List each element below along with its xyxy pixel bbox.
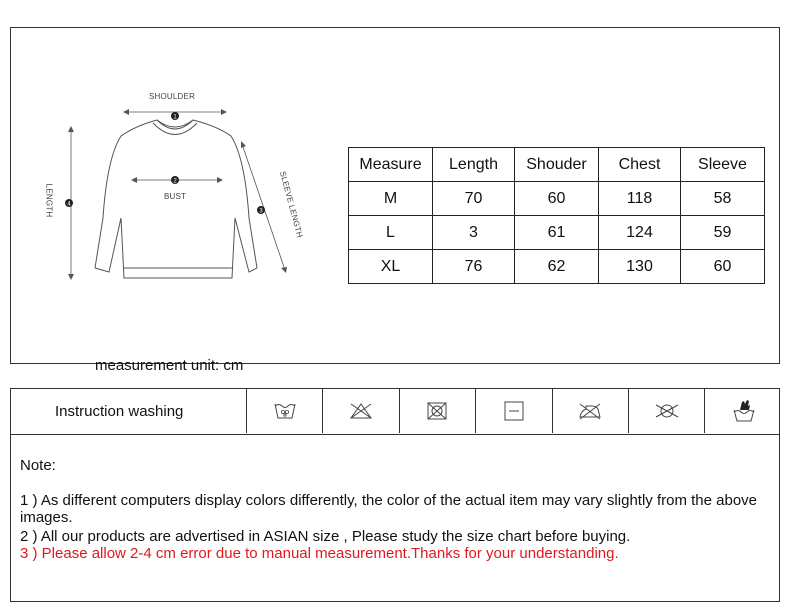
washing-label: Instruction washing — [11, 389, 247, 433]
cell-shoulder: 62 — [515, 250, 599, 284]
table-header-row — [349, 148, 765, 182]
cell-size: XL — [349, 250, 433, 284]
size-table — [348, 147, 765, 284]
marker-4: 4 — [67, 201, 71, 208]
cell-length: 3 — [433, 216, 515, 250]
note-title: Note: — [20, 457, 56, 474]
measurement-unit-text: measurement unit: cm — [95, 357, 244, 374]
header-measure: Measure — [349, 148, 433, 182]
cell-size: L — [349, 216, 433, 250]
cell-chest: 118 — [599, 182, 681, 216]
no-tumble-dry-icon — [400, 389, 476, 433]
cell-length: 76 — [433, 250, 515, 284]
marker-1: 1 — [173, 114, 177, 121]
bust-label: BUST — [164, 192, 187, 201]
marker-2: 2 — [173, 178, 177, 185]
marker-3: 3 — [259, 208, 263, 215]
wash-30-icon — [247, 389, 323, 433]
sweater-outline — [39, 68, 309, 308]
header-chest: Chest — [599, 148, 681, 182]
table-row — [349, 182, 765, 216]
note-line-1: 1 ) As different computers display colors differently, the color of the actual item may vary slightly from the above images. — [20, 492, 758, 526]
header-sleeve: Sleeve — [681, 148, 765, 182]
note-line-3: 3 ) Please allow 2-4 cm error due to manual measurement.Thanks for your understanding. — [20, 545, 619, 562]
note-line-2: 2 ) All our products are advertised in ASIAN size , Please study the size chart before buying. — [20, 528, 631, 545]
cell-size: M — [349, 182, 433, 216]
cell-sleeve: 59 — [681, 216, 765, 250]
dry-flat-icon — [476, 389, 552, 433]
hand-wash-icon — [705, 389, 781, 433]
shoulder-label: SHOULDER — [149, 92, 196, 101]
cell-shoulder: 61 — [515, 216, 599, 250]
no-bleach-icon — [323, 389, 399, 433]
header-shoulder: Shouder — [515, 148, 599, 182]
sweater-diagram — [39, 68, 309, 308]
no-iron-icon — [553, 389, 629, 433]
no-dry-clean-icon — [629, 389, 705, 433]
cell-chest: 130 — [599, 250, 681, 284]
cell-length: 70 — [433, 182, 515, 216]
table-row — [349, 216, 765, 250]
length-label: LENGTH — [44, 183, 54, 218]
table-row — [349, 250, 765, 284]
notes-panel — [10, 434, 780, 602]
cell-sleeve: 58 — [681, 182, 765, 216]
cell-chest: 124 — [599, 216, 681, 250]
cell-shoulder: 60 — [515, 182, 599, 216]
size-chart-panel — [10, 27, 780, 374]
cell-sleeve: 60 — [681, 250, 765, 284]
sleeve-length-label: SLEEVE LENGTH — [278, 170, 305, 239]
washing-instructions-bar — [10, 388, 780, 434]
header-length: Length — [433, 148, 515, 182]
